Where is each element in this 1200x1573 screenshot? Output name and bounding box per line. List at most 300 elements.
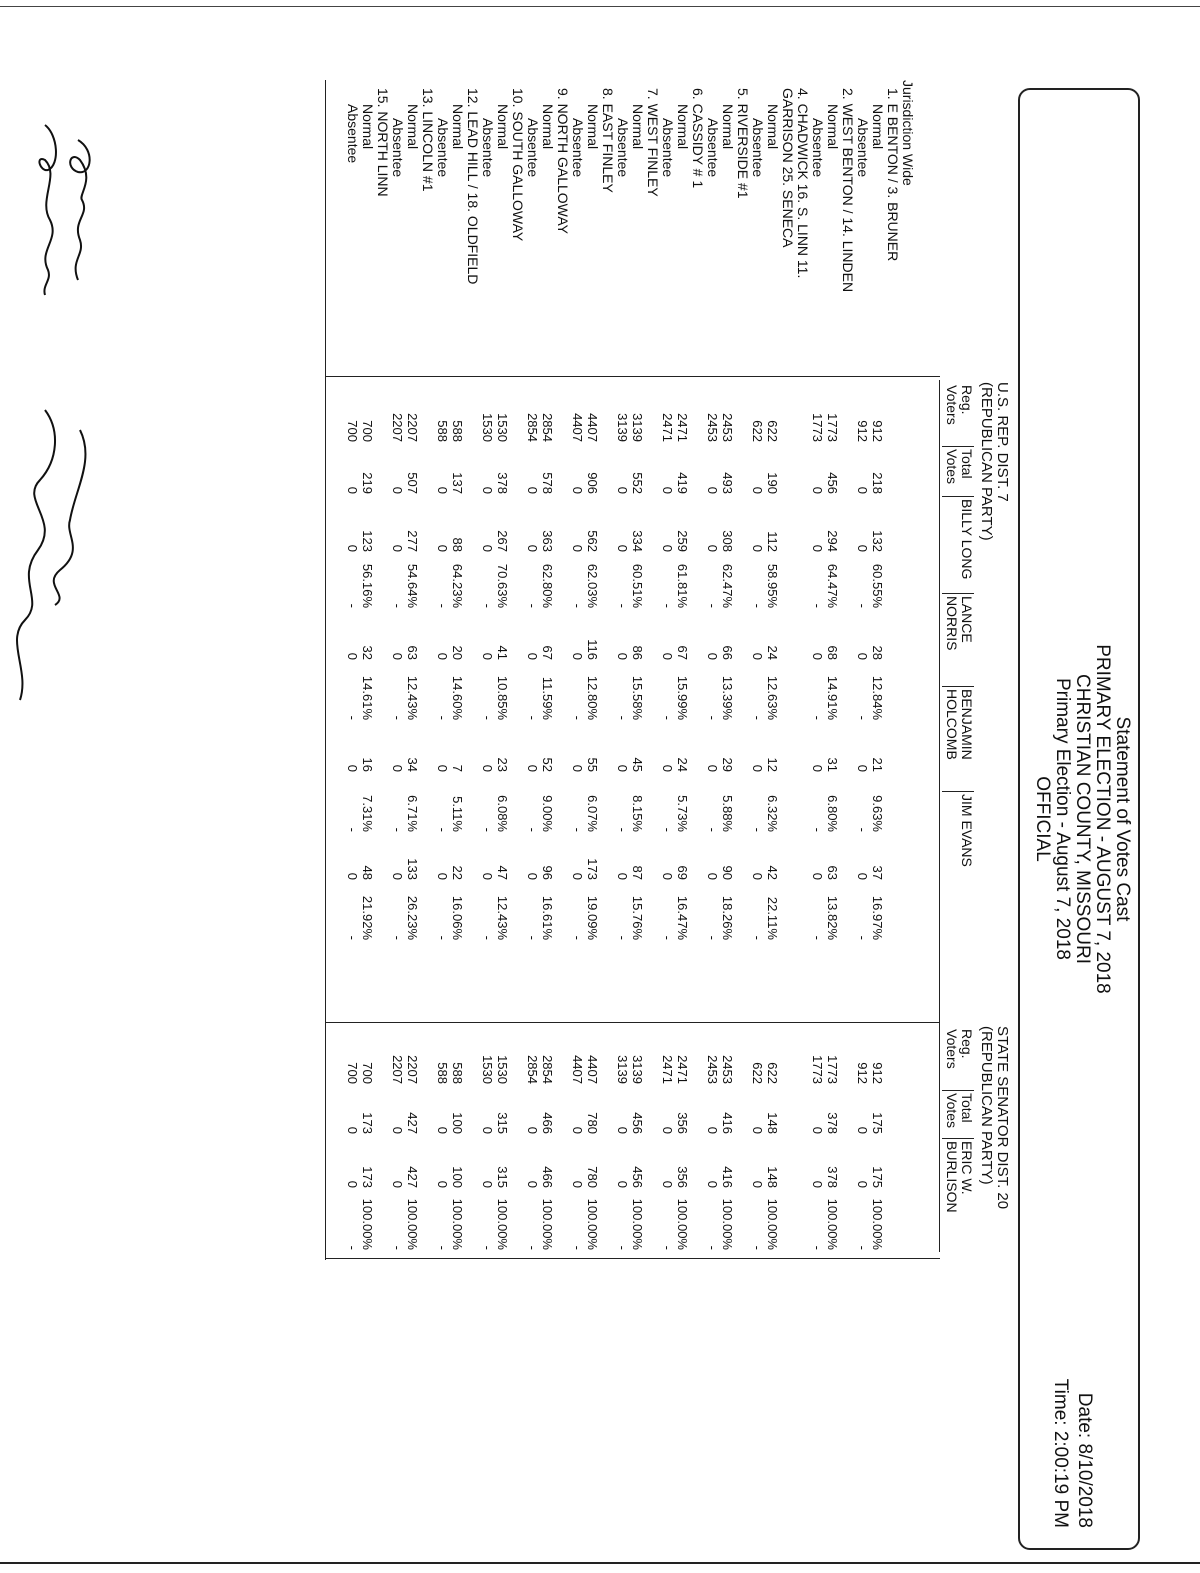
vote-cell: 259 (675, 530, 690, 552)
vote-cell: 0 (480, 764, 495, 772)
row-label: Normal (450, 104, 466, 150)
vote-cell: 3139 (615, 1055, 630, 1084)
row-label: Normal (495, 104, 511, 150)
row-label: Absentee (480, 118, 496, 178)
vote-cell: 12 (765, 757, 780, 772)
vote-cell: 0 (615, 544, 630, 552)
vote-cell: 3139 (615, 413, 630, 442)
vote-cell: 2854 (540, 413, 555, 442)
vote-cell: 61.81% (675, 563, 690, 608)
vote-cell: 0 (570, 486, 585, 494)
vote-cell: 466 (540, 1166, 555, 1188)
vote-cell: 3139 (630, 413, 645, 442)
vote-cell: 0 (660, 486, 675, 494)
column-divider (942, 446, 974, 447)
statement-sheet (0, 80, 1200, 1573)
vote-cell: 0 (750, 1180, 765, 1188)
vote-cell: 0 (750, 486, 765, 494)
vote-cell: 87 (630, 865, 645, 880)
vote-cell: 0 (810, 764, 825, 772)
vote-cell: 13.39% (720, 675, 735, 720)
column-header (944, 1141, 974, 1213)
row-label: Normal (405, 104, 421, 150)
vote-cell: 267 (495, 530, 510, 552)
vote-cell: 16 (360, 757, 375, 772)
vote-cell: 0 (345, 1126, 360, 1134)
vote-cell: - (390, 1245, 405, 1250)
vote-cell: 4407 (570, 413, 585, 442)
vote-cell: 56.16% (360, 563, 375, 608)
vote-cell: 63 (825, 865, 840, 880)
title-line: PRIMARY ELECTION - AUGUST 7, 2018 (1092, 644, 1113, 994)
vote-cell: 0 (855, 544, 870, 552)
vote-cell: 13.82% (825, 895, 840, 940)
vote-cell: 64.47% (825, 563, 840, 608)
vote-cell: - (660, 1245, 675, 1250)
vote-cell: - (480, 935, 495, 940)
vote-cell: - (705, 827, 720, 832)
vote-cell: 0 (615, 1126, 630, 1134)
vote-cell: 9.00% (540, 795, 555, 832)
vote-cell: 0 (615, 1180, 630, 1188)
vote-cell: 0 (435, 1180, 450, 1188)
vote-cell: - (705, 603, 720, 608)
vote-cell: - (345, 1245, 360, 1250)
vote-cell: 100.00% (720, 1198, 735, 1250)
row-label: GARRISON 25. SENECA (780, 88, 796, 248)
vote-cell: 562 (585, 530, 600, 552)
vote-cell: - (480, 1245, 495, 1250)
vote-cell: 0 (705, 1180, 720, 1188)
vote-cell: 0 (525, 652, 540, 660)
vote-cell: 1773 (810, 1055, 825, 1084)
vote-cell: 0 (810, 486, 825, 494)
vote-cell: 123 (360, 530, 375, 552)
vote-cell: 0 (810, 1126, 825, 1134)
column-header-line: JIM EVANS (959, 794, 975, 867)
vote-cell: - (855, 935, 870, 940)
vote-cell: - (525, 1245, 540, 1250)
vote-cell: 356 (675, 1112, 690, 1134)
column-header-line: Total (959, 449, 975, 479)
vote-cell: 137 (450, 472, 465, 494)
row-label: Absentee (660, 118, 676, 178)
vote-cell: 419 (675, 472, 690, 494)
vote-cell: - (435, 935, 450, 940)
vote-cell: - (570, 603, 585, 608)
vote-cell: 588 (450, 420, 465, 442)
vote-cell: 7.31% (360, 795, 375, 832)
vote-cell: 0 (705, 486, 720, 494)
vote-cell: 378 (495, 472, 510, 494)
vote-cell: 148 (765, 1112, 780, 1134)
vote-cell: - (855, 715, 870, 720)
vote-cell: 456 (630, 1112, 645, 1134)
vote-cell: 0 (345, 1180, 360, 1188)
vote-cell: 2854 (525, 1055, 540, 1084)
vote-cell: 173 (360, 1166, 375, 1188)
vote-cell: 4407 (585, 413, 600, 442)
vote-cell: 15.99% (675, 675, 690, 720)
vote-cell: 31 (825, 757, 840, 772)
vote-cell: 2453 (705, 1055, 720, 1084)
vote-cell: 416 (720, 1112, 735, 1134)
vote-cell: 0 (390, 872, 405, 880)
vote-cell: 9.63% (870, 795, 885, 832)
column-header (944, 449, 974, 484)
vote-cell: 2207 (390, 413, 405, 442)
vote-cell: 90 (720, 865, 735, 880)
vote-cell: 1530 (495, 413, 510, 442)
vote-cell: - (390, 715, 405, 720)
vote-cell: 54.64% (405, 563, 420, 608)
vote-cell: - (345, 603, 360, 608)
vote-cell: 2207 (405, 1055, 420, 1084)
vote-cell: 22 (450, 865, 465, 880)
vote-cell: 14.91% (825, 675, 840, 720)
vote-cell: 2471 (660, 413, 675, 442)
column-header-line: Votes (944, 449, 960, 485)
row-label: Normal (360, 104, 376, 150)
vote-cell: 0 (390, 544, 405, 552)
vote-cell: 0 (750, 872, 765, 880)
vote-cell: 0 (480, 486, 495, 494)
vote-cell: 912 (855, 420, 870, 442)
vote-cell: 175 (870, 1166, 885, 1188)
vote-cell: 4407 (570, 1055, 585, 1084)
row-label: Absentee (525, 118, 541, 178)
vote-cell: 11.59% (540, 676, 555, 720)
vote-cell: 15.58% (630, 675, 645, 720)
signature-2 (39, 125, 56, 295)
signatures (0, 80, 100, 1573)
vote-cell: 578 (540, 472, 555, 494)
vote-cell: 100.00% (825, 1198, 840, 1250)
vote-cell: 0 (480, 872, 495, 880)
vote-cell: - (750, 1245, 765, 1250)
vote-cell: 100.00% (450, 1198, 465, 1250)
vote-cell: 100.00% (540, 1198, 555, 1250)
vote-cell: - (750, 715, 765, 720)
report-time: Time: 2:00:19 PM (1050, 1378, 1071, 1528)
vote-cell: 6.71% (405, 795, 420, 832)
vote-cell: 906 (585, 472, 600, 494)
title-line: OFFICIAL (1032, 776, 1053, 862)
vote-cell: 0 (525, 1126, 540, 1134)
vote-cell: 218 (870, 472, 885, 494)
vote-cell: - (345, 827, 360, 832)
vote-cell: 588 (435, 420, 450, 442)
vote-cell: - (615, 935, 630, 940)
vote-cell: 0 (345, 544, 360, 552)
row-label: Absentee (705, 118, 721, 178)
vote-cell: 0 (855, 1126, 870, 1134)
vote-cell: - (855, 1245, 870, 1250)
vote-cell: 0 (615, 764, 630, 772)
vote-cell: 622 (750, 1062, 765, 1084)
column-header (959, 499, 974, 579)
vote-cell: 456 (630, 1166, 645, 1188)
vote-cell: 0 (570, 764, 585, 772)
vote-cell: 700 (360, 420, 375, 442)
vote-cell: 2453 (705, 413, 720, 442)
vote-cell: 2453 (720, 1055, 735, 1084)
vote-cell: 456 (825, 472, 840, 494)
race-title-line: (REPUBLICAN PARTY) (978, 1026, 995, 1185)
vote-cell: - (435, 1245, 450, 1250)
vote-cell: 0 (750, 1126, 765, 1134)
vote-cell: 2471 (660, 1055, 675, 1084)
vote-cell: 0 (750, 544, 765, 552)
vote-cell: 5.73% (675, 795, 690, 832)
vote-cell: 0 (810, 652, 825, 660)
vote-cell: 378 (825, 1112, 840, 1134)
vote-cell: 100.00% (405, 1198, 420, 1250)
vote-cell: 69 (675, 865, 690, 880)
vote-cell: 356 (675, 1166, 690, 1188)
vote-cell: 48 (360, 865, 375, 880)
vote-cell: - (345, 715, 360, 720)
vote-cell: 622 (765, 420, 780, 442)
vote-cell: 6.07% (585, 795, 600, 832)
vote-cell: - (435, 603, 450, 608)
vote-cell: 0 (345, 486, 360, 494)
vote-cell: 190 (765, 472, 780, 494)
vote-cell: 308 (720, 530, 735, 552)
vote-cell: 62.03% (585, 563, 600, 608)
vote-cell: 132 (870, 530, 885, 552)
vote-cell: - (570, 715, 585, 720)
vote-cell: 2207 (390, 1055, 405, 1084)
vote-cell: 700 (345, 1062, 360, 1084)
vote-cell: 21 (870, 757, 885, 772)
vote-cell: 622 (750, 420, 765, 442)
vote-cell: 6.80% (825, 795, 840, 832)
vote-cell: 0 (480, 1126, 495, 1134)
column-header-line: Voters (944, 385, 960, 425)
vote-cell: 100.00% (870, 1198, 885, 1250)
jurisdiction-label: Jurisdiction Wide (900, 80, 916, 186)
vote-cell: 552 (630, 472, 645, 494)
vote-cell: 0 (525, 1180, 540, 1188)
vote-cell: 173 (585, 858, 600, 880)
vote-cell: 8.15% (630, 795, 645, 832)
report-date: Date: 8/10/2018 (1074, 1392, 1095, 1528)
vote-cell: 0 (435, 872, 450, 880)
vote-cell: - (660, 715, 675, 720)
vote-cell: 780 (585, 1112, 600, 1134)
vote-cell: 63 (405, 645, 420, 660)
signature-4 (17, 410, 55, 700)
report-title (1032, 90, 1132, 1548)
vote-cell: 493 (720, 472, 735, 494)
vote-cell: 10.85% (495, 675, 510, 720)
vote-cell: 100.00% (360, 1198, 375, 1250)
vote-cell: 0 (480, 544, 495, 552)
vote-cell: 4407 (585, 1055, 600, 1084)
vote-cell: 416 (720, 1166, 735, 1188)
vote-cell: 6.32% (765, 795, 780, 832)
vote-cell: - (855, 603, 870, 608)
row-label: Normal (540, 104, 556, 150)
vote-cell: 0 (570, 1126, 585, 1134)
row-label: Absentee (810, 118, 826, 178)
row-label: 8. EAST FINLEY (600, 88, 616, 193)
vote-cell: 0 (810, 872, 825, 880)
vote-cell: 0 (525, 764, 540, 772)
race-title (978, 382, 1010, 541)
vote-cell: - (480, 827, 495, 832)
vote-cell: 0 (390, 764, 405, 772)
vote-cell: 100 (450, 1112, 465, 1134)
vote-cell: 12.63% (765, 675, 780, 720)
vote-cell: 1530 (480, 413, 495, 442)
vote-cell: 0 (705, 1126, 720, 1134)
vote-cell: - (615, 603, 630, 608)
vote-cell: - (480, 603, 495, 608)
row-label: 6. CASSIDY # 1 (690, 88, 706, 189)
vote-cell: - (615, 715, 630, 720)
vote-cell: 0 (435, 1126, 450, 1134)
vote-cell: 66 (720, 645, 735, 660)
column-header (959, 794, 974, 867)
vote-cell: 86 (630, 645, 645, 660)
vote-cell: - (660, 935, 675, 940)
column-header-line: NORRIS (944, 596, 960, 651)
vote-cell: 96 (540, 865, 555, 880)
vote-cell: 68 (825, 645, 840, 660)
vote-cell: 0 (570, 1180, 585, 1188)
vote-cell: 47 (495, 865, 510, 880)
signature-1 (70, 140, 89, 280)
vote-cell: 12.43% (495, 895, 510, 940)
vote-cell: - (525, 715, 540, 720)
vote-cell: 700 (345, 420, 360, 442)
vote-cell: - (570, 1245, 585, 1250)
vote-cell: 0 (750, 652, 765, 660)
vote-cell: - (660, 603, 675, 608)
vote-cell: 427 (405, 1112, 420, 1134)
vote-cell: 315 (495, 1112, 510, 1134)
row-label: Normal (585, 104, 601, 150)
column-divider (942, 686, 974, 687)
vote-cell: 0 (705, 764, 720, 772)
vote-cell: 22.11% (765, 896, 780, 940)
vote-cell: 6.08% (495, 795, 510, 832)
column-header-line: BURLISON (944, 1141, 960, 1213)
column-divider (942, 496, 974, 497)
vote-cell: - (390, 827, 405, 832)
row-label: 2. WEST BENTON / 14. LINDEN (840, 88, 856, 293)
vote-cell: 0 (810, 1180, 825, 1188)
vote-cell: 0 (615, 486, 630, 494)
vote-cell: 42 (765, 865, 780, 880)
vote-cell: 0 (855, 1180, 870, 1188)
vote-cell: 0 (345, 872, 360, 880)
row-label: 5. RIVERSIDE #1 (735, 88, 751, 199)
vote-cell: 0 (660, 764, 675, 772)
vote-cell: 0 (390, 1180, 405, 1188)
vote-cell: 294 (825, 530, 840, 552)
vote-cell: 0 (855, 764, 870, 772)
vote-cell: 67 (675, 645, 690, 660)
vote-cell: 133 (405, 858, 420, 880)
vote-cell: - (525, 603, 540, 608)
row-label: 4. CHADWICK 16. S. LINN 11. (795, 88, 811, 279)
vote-cell: 24 (765, 645, 780, 660)
vote-cell: 60.55% (870, 563, 885, 608)
row-label: Normal (825, 104, 841, 150)
vote-cell: 1773 (825, 413, 840, 442)
vote-cell: 116 (585, 639, 600, 660)
vote-cell: 0 (390, 652, 405, 660)
vote-cell: 100.00% (495, 1198, 510, 1250)
column-divider (942, 791, 974, 792)
vote-cell: 277 (405, 530, 420, 552)
vote-cell: 173 (360, 1112, 375, 1134)
vote-cell: 19.09% (585, 895, 600, 940)
vote-cell: 88 (450, 537, 465, 552)
vote-cell: 62.47% (720, 563, 735, 608)
vote-cell: 0 (480, 1180, 495, 1188)
vote-cell: 588 (435, 1062, 450, 1084)
vote-cell: 3139 (630, 1055, 645, 1084)
vote-cell: 16.61% (540, 895, 555, 940)
row-label: Absentee (750, 118, 766, 178)
vote-cell: 20 (450, 645, 465, 660)
vote-cell: 26.23% (405, 895, 420, 940)
vote-cell: 60.51% (630, 563, 645, 608)
vote-cell: 5.88% (720, 795, 735, 832)
vote-cell: 334 (630, 530, 645, 552)
vote-cell: - (810, 827, 825, 832)
column-header-line: Total (959, 1093, 975, 1123)
column-header (944, 385, 974, 425)
vote-cell: - (615, 827, 630, 832)
vote-cell: 0 (660, 1126, 675, 1134)
race-title-line: STATE SENATOR DIST. 20 (994, 1026, 1011, 1210)
section-divider (326, 1022, 940, 1023)
row-label: 9. NORTH GALLOWAY (555, 88, 571, 234)
column-header-line: Voters (944, 1029, 960, 1069)
title-line: Primary Election - August 7, 2018 (1052, 678, 1073, 960)
vote-cell: 912 (855, 1062, 870, 1084)
table-bottom-rule (325, 80, 326, 1260)
vote-cell: 12.84% (870, 675, 885, 720)
vote-cell: 466 (540, 1112, 555, 1134)
vote-cell: 14.61% (360, 675, 375, 720)
vote-cell: 2471 (675, 1055, 690, 1084)
vote-cell: 64.23% (450, 563, 465, 608)
vote-cell: 18.26% (720, 895, 735, 940)
row-label: Normal (630, 104, 646, 150)
vote-cell: 700 (360, 1062, 375, 1084)
vote-cell: - (705, 935, 720, 940)
vote-cell: 1773 (810, 413, 825, 442)
vote-cell: 0 (435, 544, 450, 552)
column-header (944, 1093, 974, 1128)
row-label: Normal (765, 104, 781, 150)
row-label: Absentee (345, 104, 361, 164)
column-header-line: Reg. (959, 1029, 975, 1059)
vote-cell: 378 (825, 1166, 840, 1188)
vote-cell: 2207 (405, 413, 420, 442)
vote-cell: 0 (345, 764, 360, 772)
vote-cell: - (480, 715, 495, 720)
vote-cell: 16.97% (870, 895, 885, 940)
vote-cell: - (435, 827, 450, 832)
vote-cell: - (435, 715, 450, 720)
